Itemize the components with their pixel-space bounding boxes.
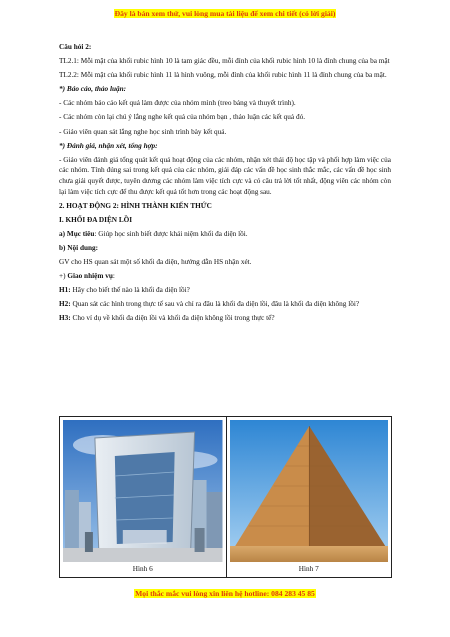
h2-label: H2: — [59, 300, 71, 309]
pyramid-illustration — [230, 420, 389, 562]
report-title: *) Báo cáo, thảo luận: — [59, 85, 127, 94]
figure-caption-right: Hình 7 — [298, 565, 319, 573]
task-line — [59, 271, 391, 282]
figure-cell-left — [60, 417, 226, 577]
report-item-2: - Các nhóm còn lại chú ý lắng nghe kết quả của nhóm bạn , thảo luận các kết quả đó. — [59, 113, 306, 122]
footer-banner — [0, 589, 450, 599]
figure-cell-right — [226, 417, 392, 577]
h1-text: Hãy cho biết thế nào là khối đa diện lồi? — [70, 286, 190, 295]
task-suffix: : — [112, 272, 115, 281]
header-banner-text: Đây là bản xem thử, vui lòng mua tài liệu để xem chi tiết (có lời giải) — [114, 9, 336, 18]
question-2-title: Câu hỏi 2: — [59, 43, 92, 51]
goal-label: a) Mục tiêu — [59, 229, 95, 238]
question-h1 — [59, 285, 391, 296]
footer-banner-text: Mọi thắc mắc vui lòng xin liên hệ hotline: 084 283 45 85 — [135, 589, 315, 598]
h1-label: H1: — [59, 286, 71, 295]
arch-building-illustration — [63, 420, 223, 562]
h3-label: H3: — [59, 314, 71, 323]
question-h3 — [59, 313, 391, 324]
answer-tl21: TL2.1: Mỗi mặt của khối rubic hình 10 là tam giác đều, mỗi đỉnh của khối rubic hình 10 là đỉnh chung của ba mặt — [59, 57, 390, 66]
document-body — [59, 42, 391, 327]
figure-table — [59, 416, 392, 578]
answer-tl22: TL2.2: Mỗi mặt của khối rubic hình 11 là hình vuông, mỗi đỉnh của khối rubic hình 11 là đỉnh chung của ba mặt. — [59, 71, 387, 80]
h3-text: Cho ví dụ về khối đa diện lồi và khối đa diện không lồi trong thực tế? — [70, 314, 275, 323]
goal-line — [59, 229, 391, 240]
goal-text: : Giúp học sinh biết được khái niệm khối đa diện lồi. — [94, 229, 248, 238]
activity-2-heading: 2. HOẠT ĐỘNG 2: HÌNH THÀNH KIẾN THỨC — [59, 201, 212, 210]
report-item-3: - Giáo viên quan sát lắng nghe học sinh trình bày kết quả. — [59, 127, 227, 136]
pyramid-photo — [230, 420, 389, 562]
header-banner — [0, 9, 450, 19]
h2-text: Quan sát các hình trong thực tế sau và chỉ ra đâu là khối đa diện lồi, đâu là khối đa diện không lồi? — [70, 300, 360, 309]
arch-building-photo — [63, 420, 223, 562]
evaluation-title: *) Đánh giá, nhận xét, tổng hợp: — [59, 141, 158, 150]
question-h2 — [59, 299, 391, 310]
task-prefix: +) — [59, 272, 68, 281]
content-text: GV cho HS quan sát một số khối đa diện, hướng dẫn HS nhận xét. — [59, 258, 252, 266]
task-label: Giao nhiệm vụ — [67, 272, 113, 281]
evaluation-body: - Giáo viên đánh giá tổng quát kết quả hoạt động của các nhóm, nhận xét thái độ học tập và phối hợp làm việc của các nhóm. Tính đúng sai trong kết quả của các nhóm, giải đáp các vấn đề học sinh thắc mắc, các vấn đề học sinh chưa giải quyết được, tuyên dương các nhóm làm việc tích cực và có câu trả lời tốt nhất, động viên các nhóm còn lại làm việc tích cực để thu được kết quả tốt hơn trong các hoạt động sau. — [59, 155, 391, 196]
content-label: b) Nội dung: — [59, 243, 99, 252]
section-1-heading: I. KHỐI ĐA DIỆN LỒI — [59, 215, 133, 224]
figure-caption-left: Hình 6 — [132, 565, 153, 573]
report-item-1: - Các nhóm báo cáo kết quả làm được của nhóm mình (treo bảng và thuyết trình). — [59, 99, 296, 108]
